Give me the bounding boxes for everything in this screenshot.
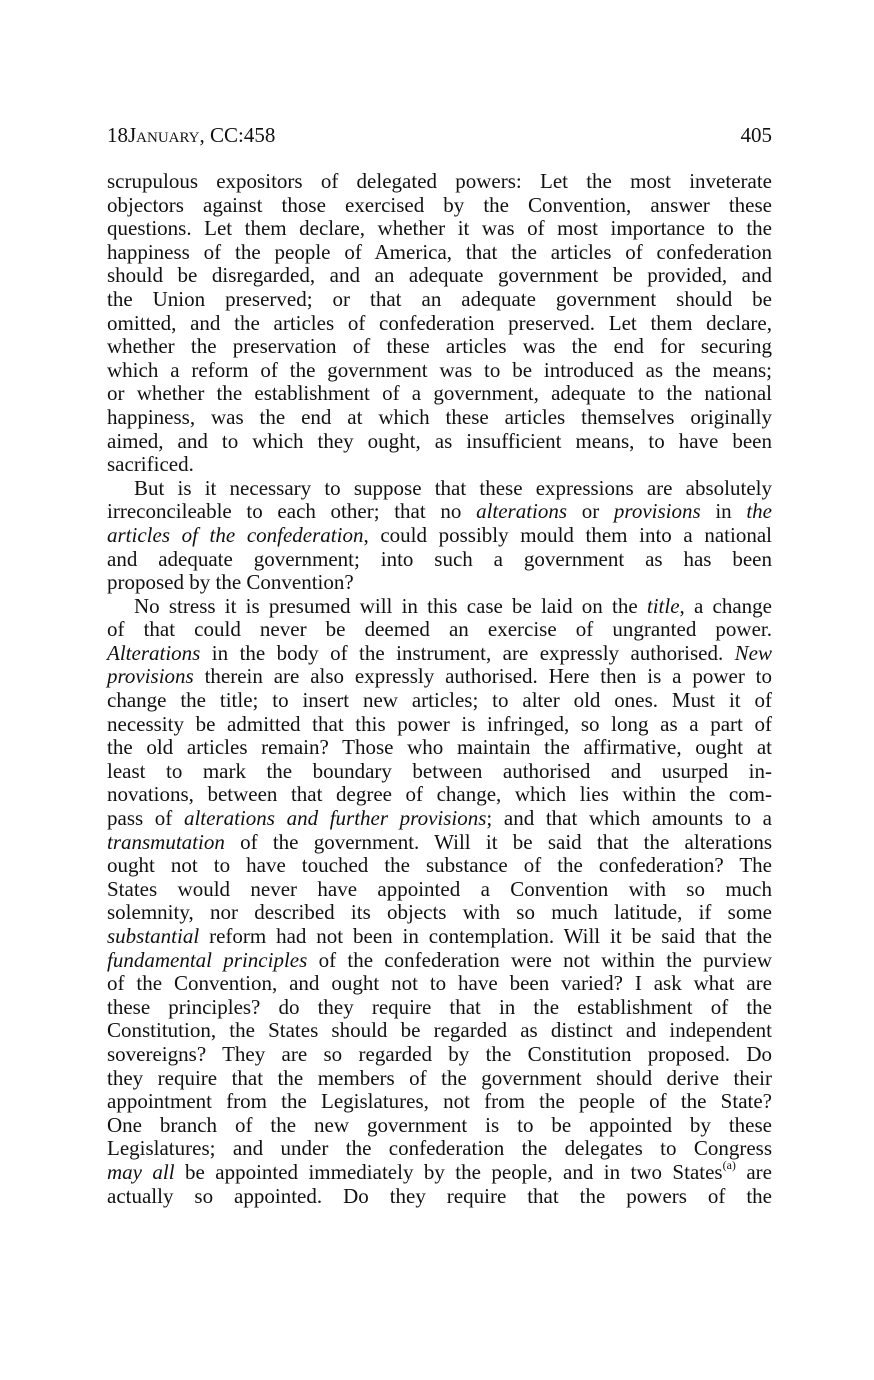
text-line: these principles? do they require that in the establishment of the [107, 994, 772, 1019]
italic-text: New [734, 640, 772, 665]
text-line: or whether the establishment of a government, adequate to the national [107, 381, 772, 406]
text-line: and adequate government; into such a government as has been [107, 546, 772, 571]
text-line: ought not to have touched the substance of the confederation? The [107, 853, 772, 878]
italic-text: alterations and further provisions [183, 806, 487, 831]
text-line: Legislatures; and under the confederation the delegates to Congress [107, 1136, 772, 1161]
text-line: actually so appointed. Do they require that the powers of the [107, 1183, 772, 1208]
date-day: 18 [107, 123, 128, 147]
text-line: appointment from the Legislatures, not from the people of the State? [107, 1089, 772, 1114]
text-line: happiness of the people of America, that the articles of confederation [107, 239, 772, 264]
italic-text: Alterations [107, 640, 201, 665]
italic-text: title [646, 593, 680, 618]
italic-text: substantial [107, 924, 200, 948]
text-line: proposed by the Convention? [107, 570, 354, 595]
text-line: No stress it is presumed will in this case be laid on the title, a change [134, 593, 772, 618]
text-line: sacrificed. [107, 452, 194, 477]
text-line: whether the preservation of these articles was the end for securing [107, 334, 772, 359]
text-line: articles of the confederation, could possibly mould them into a national [107, 522, 772, 547]
text-line: necessity be admitted that this power is infringed, so long as a part of [107, 711, 772, 736]
text-line: scrupulous expositors of delegated powers: Let the most inveterate [107, 169, 772, 193]
text-line: questions. Let them declare, whether it was of most importance to the [107, 216, 772, 241]
italic-text: provisions [613, 499, 701, 524]
text-line: Constitution, the States should be regarded as distinct and independent [107, 1018, 772, 1043]
text-line: fundamental principles of the confederation were not within the purview [107, 947, 772, 972]
italic-text: fundamental principles [107, 947, 308, 972]
text-line: provisions therein are also expressly authorised. Here then is a power to [107, 664, 772, 689]
text-line: sovereigns? They are so regarded by the Constitution proposed. Do [107, 1041, 772, 1066]
text-line: omitted, and the articles of confederation preserved. Let them declare, [107, 310, 772, 335]
text-line: of that could never be deemed an exercise of ungranted power. [107, 617, 772, 642]
running-head [107, 120, 772, 150]
text-line: should be disregarded, and an adequate government be provided, and [107, 263, 772, 288]
text-line: Alterations in the body of the instrument, are expressly authorised. New [107, 640, 772, 665]
text-line: the Union preserved; or that an adequate government should be [107, 286, 772, 311]
text-line: objectors against those exercised by the Convention, answer these [107, 192, 772, 217]
text-line: substantial reform had not been in contemplation. Will it be said that the [107, 924, 772, 948]
text-line: the old articles remain? Those who maintain the affirmative, ought at [107, 735, 772, 760]
italic-text: provisions [107, 664, 194, 689]
text-line: novations, between that degree of change, which lies within the com- [107, 782, 772, 807]
text-line: change the title; to insert new articles; to alter old ones. Must it of [107, 688, 772, 713]
text-line: solemnity, nor described its objects with so much latitude, if some [107, 900, 772, 925]
footnote-marker: (a) [722, 1157, 736, 1172]
text-line: may all be appointed immediately by the people, and in two States$^{(a)}$ are [107, 1157, 772, 1184]
italic-text: may all [107, 1159, 175, 1184]
date-month: January [128, 123, 200, 147]
text-line: transmutation of the government. Will it be said that the alterations [107, 829, 772, 854]
body-text [107, 170, 772, 1208]
page-number: 405 [740, 123, 772, 147]
text-line: aimed, and to which they ought, as insufficient means, to have been [107, 428, 772, 453]
text-line: which a reform of the government was to be introduced as the means; [107, 357, 772, 382]
text-line: they require that the members of the government should derive their [107, 1065, 772, 1090]
text-line: irreconcileable to each other; that no alterations or provisions in the [107, 499, 772, 524]
text-line: States would never have appointed a Convention with so much [107, 876, 772, 901]
text-line: of the Convention, and ought not to have been varied? I ask what are [107, 971, 772, 996]
text-line: One branch of the new government is to be appointed by these [107, 1112, 772, 1137]
italic-text: transmutation [107, 829, 225, 854]
italic-text: articles of the confederation [107, 522, 364, 547]
text-line: happiness, was the end at which these articles themselves originally [107, 404, 772, 429]
text-line: least to mark the boundary between authorised and usurped in- [107, 758, 772, 783]
italic-text: alterations [476, 499, 568, 524]
text-line: pass of alterations and further provisions; and that which amounts to a [107, 806, 772, 831]
italic-text: the [746, 499, 772, 524]
document-citation: , CC:458 [199, 123, 276, 147]
text-line: But is it necessary to suppose that these expressions are absolutely [134, 475, 772, 500]
running-head-date [107, 120, 275, 150]
